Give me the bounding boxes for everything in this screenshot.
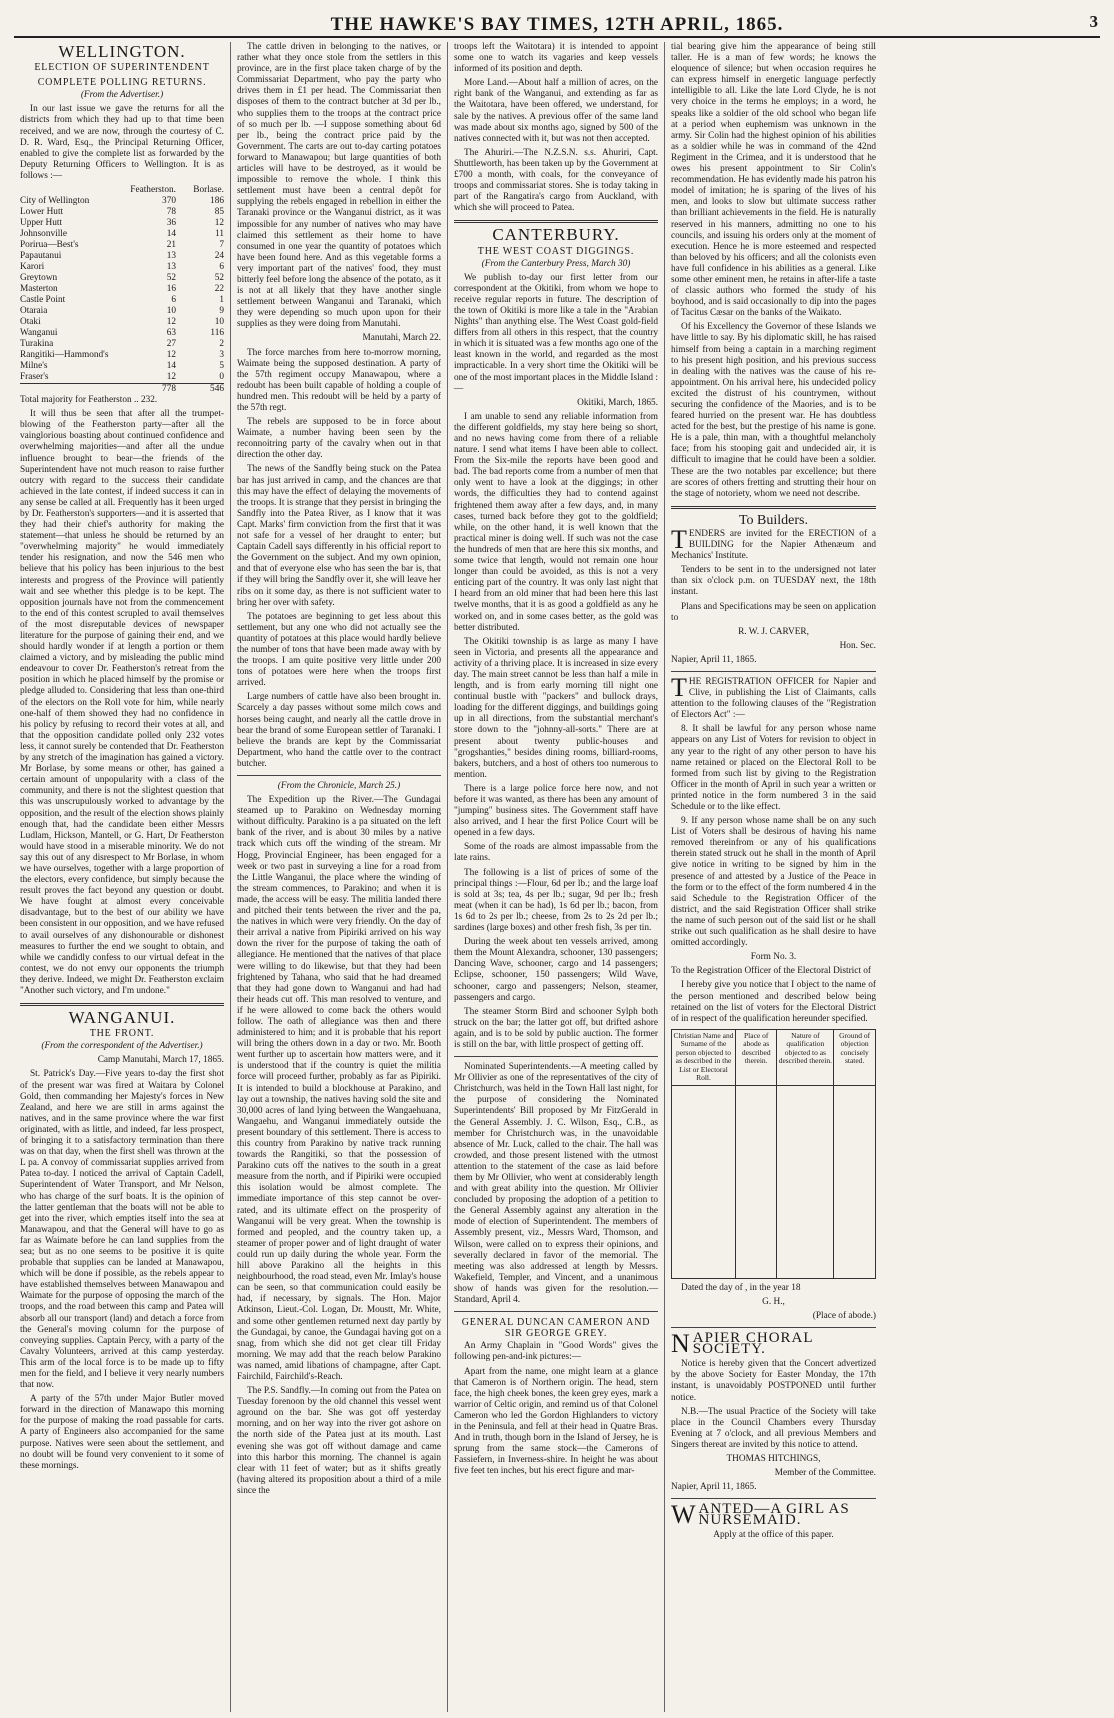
form-paragraph: I hereby give you notice that I object to the name of the person mentioned and described below being retained on the list of voters for the Electoral District of in respect of the qualification hereunder specified. [671,980,876,1024]
ad-paragraph: 9. If any person whose name shall be on any such List of Voters shall be desirous of having his name removed thereinfrom or any of his qualifications therein stated struck out he shall in the month of April give notice in writing to be signed by him in the presence of and attested by a Justice of the Peace in the form or to the effect of the form numbered 4 in the said Schedule to the Registration Officer of the district, and the said Registration Officer shall strike the name of such person out of the said list or he shall strike out such qualification as he shall desire to have omitted accordingly. [671,816,876,949]
article-paragraph: We publish to-day our first letter from our correspondent at the Okitiki, from whom we hope to receive regular reports in future. The description of the town of Okitiki is more like a tale in the "Arabian Nights" than anything else. The West Coast gold-field differs from all others in this respect, that the country in which it is situated was a few months ago one of the least known in the world, and regarded as the most impracticable. In a very short time the Okitiki will be one of the most important places in the Middle Island :— [454,272,658,394]
form-cell [834,1085,876,1278]
table-cell: 6 [219,262,224,273]
table-row [20,328,224,339]
table-cell: 14 [166,229,176,240]
drop-cap: N [671,1329,691,1359]
article-paragraph: The Okitiki township is as large as many I have seen in Victoria, and presents all the appearance and activity of a thriving place. It is increased in size every day. The main street cannot be less than half a mile in length, and is from early morning till night one continual bustle with "packers" and bullock drays, loading for the different diggings, and buildings going up in all directions, from the substantial merchant's store down to the "johnny-all-sorts." There are at present about twenty public-houses and "grogshanties," besides dining rooms, billiard-rooms, bakers, butchers, and a host of others too numerous to mention. [454,636,658,780]
table-cell: 13 [166,262,176,273]
table-cell: Johnsonville [20,229,68,240]
divider [671,1498,876,1499]
divider [237,775,441,776]
column-4 [665,42,882,1712]
table-cell: 370 [162,196,176,207]
article-paragraph: The rebels are supposed to be in force about Waimate, a number having been seen by the reconnoitring party of the cavalry when out in that direction the other day. [237,417,441,461]
article-subheading-polling: COMPLETE POLLING RETURNS. [37,77,207,89]
table-row [20,262,224,273]
article-paragraph: Apart from the name, one might learn at a glance that Cameron is of Northern origin. The head, stern face, the high cheek bones, the keen grey eyes, mark a warrior of Celtic origin, and remind us of that Colonel Cameron who led the Gordon Highlanders to victory in the Peninsula, and fell at their head in Quatre Bras. And in truth, though born in the Island of Jersey, he is sprung from the same stock—the Camerons of Fassiefern, in Inverness-shire. In height he was about five feet ten inches, but his erect figure and mar- [454,1366,658,1477]
divider [454,1311,658,1312]
table-row [20,218,224,229]
table-row [20,273,224,284]
table-row [20,361,224,372]
article-paragraph: A party of the 57th under Major Butler moved forward in the direction of Manawapo this morning for the purpose of making the road passable for carts. A party of Engineers also accompanied for the same purpose. Natives were seen about the settlement, and no doubt will be found very convenient to it some of these mornings. [20,1394,224,1471]
table-total-row [20,384,224,396]
table-cell: 21 [166,240,176,251]
ad-body: ENDERS are invited for the ERECTION of a BUILDING for the Napier Athenæum and Mechanics' Institute. [671,528,876,562]
column-1 [14,42,231,1712]
article-paragraph: Large numbers of cattle have also been brought in. Scarcely a day passes without some milch cows and horses being caught, and nearly all the cattle drove in bear the brand of some European settler of Taranaki. I believe the brands are kept by the Commissariat Department, who hand the cattle over to the contract butcher. [237,692,441,769]
table-row [20,196,224,207]
ad-paragraph: N.B.—The usual Practice of the Society will take place in the Council Chambers every Thursday Evening at 7 o'clock, and all previous Members and Singers thereat are invited by this notice to attend. [671,1406,876,1450]
table-cell: Papautanui [20,251,62,262]
article-source: (From the Chronicle, March 25.) [277,781,401,791]
article-dateline: Okitiki, March, 1865. [577,397,658,408]
ad-title: APIER CHORAL SOCIETY. [692,1330,813,1358]
article-paragraph: The potatoes are beginning to get less about this settlement, but any one who did not actually see the quantity of potatoes at this place would hardly believe the number of tons that have been made away with by the troops. I am quite positive very little under 200 tons of potatoes were here when the troops first arrived. [237,611,441,689]
table-cell: 11 [215,229,224,240]
ad-role: Member of the Committee. [774,1468,876,1479]
article-paragraph: Nominated Superintendents.—A meeting called by Mr Ollivier as one of the representatives of the city of Christchurch, was held in the Town Hall last night, for the purpose of considering the Nominated Superintendents' Bill proposed by Mr FitzGerald in the General Assembly. J. C. Wilson, Esq., C.B., as member for Christchurch was, in the unavoidable absence of Mr. Luck, called to the chair. The hall was crowded, and those present listened with the utmost attention to the statement of the case as laid before them by Mr Ollivier, who went at considerably length and with great ability into the question. Mr Ollivier concluded by proposing the adoption of a petition to the General Assembly against any alteration in the mode of election of Superintendent. The members of Assembly present, viz., Messrs Ward, Thomson, and Wilson, were called on to express their opinions, and severally declared in favor of the memorial. The meeting was also addressed at length by Messrs. Wakefield, Templer, and Vincent, and a unanimous show of hands was given for the resolution.—Standard, April 4. [454,1062,658,1306]
article-intro: In our last issue we gave the returns for all the districts from which they had up to that time been received, and we are now, through the courtesy of C. D. R. Ward, Esq., the Principal Returning Officer, enabled to give the complete list as forwarded by the Deputy Returning Officers to Wellington. It is as follows :— [20,104,224,181]
article-paragraph: During the week about ten vessels arrived, among them the Mount Alexandra, schooner, 130 passengers; Dancing Wave, schooner, cargo and 14 passengers; Eclipse, schooner, 150 passengers; Wild Wave, schooner, cargo and passengers; Nelson, steamer, passengers and cargo. [454,937,658,1003]
drop-cap: T [671,524,687,554]
article-paragraph: I am unable to send any reliable information from the different goldfields, my stay here being so short, and no news having come from there of a reliable nature. I send what items I have been able to collect. From the Six-mile the reports have been good and bad. The bad reports come from a number of men that only went to have a look at the diggings; in other words, the difficulties they had to contend against frightened them away after a few days, and, in many cases, turned back before they got to the goldfield; while, on the other hand, it is well known that the practical miner is doing well. If such was not the case the hundreds of men that are here this six months, and some twice that length, would not remain one hour longer than could be avoided, as this is not a very enticing part of the country. It was only last night that I heard from an old miner that had been here this last twelve months, that it is as good a goldfield as any he worked on, and in some cases better, as the gold was better distributed. [454,411,658,633]
article-paragraph: The Expedition up the River.—The Gundagai steamed up to Parakino on Wednesday morning without difficulty. Parakino is a pa situated on the left bank of the river, and is about 30 miles by a native track which cuts off the winding of the stream. Mr Hogg, Provincial Engineer, has been engaged for a week or two past in surveying a line for a road from the Little Wanganui, the place where the winding of the stream commences, to Parakino; and when it is made, the access will be easy. The militia landed there and pitched their tents between the river and the pa, the natives in which were very friendly. On the day of their arrival a native from Pipiriki arrived on his way down the river for the purpose of taking the oath of allegiance. He mentioned that the natives of that place were willing to do likewise, but that they had been frightened by Tahana, who said that he had dreamed that they had gone down to Wanganui and had had their heads cut off. This man resolved to venture, and if he were allowed to come back the others would follow. The oath of allegiance was then and there administered to him; and it is probable that his report will bring the others down in a day or two. Mr. Booth went further up to ascertain how matters were, and it is understood that if the country is quiet the militia force will proceed further, probably as far as Pipiriki. It is intended to build a blockhouse at Parakino, and lay out a township, the natives having sold the site and 30,000 acres of land lying between the Wangaehuana, Wangaehu, and Wanganui immediately outside the present boundary of this settlement. There is access to this country from Parakino by native track running towards the Rangitiki, so that the possession of Parakino cuts off the natives to the south in a great measure from the north, and if Pipiriki were occupied this isolation would be almost complete. The immediate importance of this step cannot be over-rated, and its ultimate effect on the prosperity of Wanganui will be very great. When the township is formed and peopled, and the country taken up, a steamer of proper power and of light draught of water could run up daily during the whole year. Form the hill above Parakino all the heights in this neighbourhood, the road stead, even Mr. Imlay's house can be seen, so that communication could easily be had, if necessary, by signals. The Hon. Major Atkinson, Lieut.-Col. Logan, Dr. Moustt, Mr. White, and some other gentlemen returned next day partly by the Gundagai, by canoe, the Gundagai having got on a snag, from which she did not get clear till Friday morning. We may add that the reach below Parakino was named, amid libations of champagne, after Capt. Fairchild, Fairchild's-Reach. [237,795,441,1382]
ad-choral-society [671,1329,876,1493]
article-paragraph: St. Patrick's Day.—Five years to-day the first shot of the present war was fired at Waitara by Colonel Gold, then commanding her Majesty's forces in New Zealand, and here we are still in arms against the natives, and in the same province where the war first originated, with as little, and indeed, far less prospect, of bringing it to a satisfactory termination than there was on that day, when the first shell was thrown at the L pa. A convoy of commissariat supplies arrived from Patea to-day. I noticed the arrival of Captain Cadell, Superintendent of Water Transport, and Mr Nelson, who has charge of the surf boats. It is the opinion of the latter gentleman that the boats will not be able to get into the river, which empties itself into the sea at Manawapou, and that the General will have to go as far as Waimate before he can land supplies from the sea; but as no one seems to be positive it is quite probable that supplies can be landed at Manawapou, which will be done if possible, as the rebels appear to have established themselves between Manawapou and Waimate for the purpose of opposing the march of the troops, and the road between this camp and Patea will absorb all our transport (land) and detach a force from the General's moving column for the purpose of conveying supplies. Captain Percy, with a party of the Cavalry Volunteers, arrived at this camp yesterday. This arm of the local force is to be made up to fifty men for the field, and I believe it very nearly numbers that now. [20,1069,224,1391]
article-paragraph: An Army Chaplain in "Good Words" gives the following pen-and-ink pictures:— [454,1341,658,1363]
table-cell: 13 [166,251,176,262]
ad-signature: THOMAS HITCHINGS, [726,1454,821,1464]
table-cell: 2 [219,339,224,350]
table-row [20,284,224,295]
table-row [20,207,224,218]
table-cell: 546 [176,384,224,396]
ad-paragraph: Notice is hereby given that the Concert advertized by the above Society for Easter Monday, the 17th instant, is unavoidably POSTPONED until further notice. [671,1359,876,1403]
article-dateline: Camp Manutahi, March 17, 1865. [97,1055,224,1066]
article-heading-diggings: THE WEST COAST DIGGINGS. [477,245,635,257]
table-row [20,339,224,350]
table-cell: Milne's [20,361,48,372]
table-cell: 7 [219,240,224,251]
page-number: 3 [1089,12,1098,31]
ad-date: Napier, April 11, 1865. [671,654,757,665]
divider [454,1056,658,1057]
form-signature: G. H., [762,1296,785,1307]
newspaper-title: THE HAWKE'S BAY TIMES, 12TH APRIL, 1865. [330,14,784,35]
article-paragraph: The following is a list of prices of some of the principal things :—Flour, 6d per lb.; and the large loaf is sold at 3s; tea, 4s per lb.; sugar, 9d per lb.; fresh meat (when it can be had), 1s 6d per lb.; bacon, from 1s 6d to 2s per lb.; cheese, from 2s to 2s 2d per lb.; sardines (large boxes) and other fresh fish, 3s per tin. [454,867,658,934]
table-cell: Castle Point [20,295,66,306]
table-row [20,306,224,317]
table-cell: 27 [166,339,176,350]
ad-nursemaid [671,1500,876,1541]
divider [454,220,658,223]
table-cell: 1 [219,295,224,306]
table-cell: 12 [166,350,176,361]
table-header-cell: Featherston. [130,185,176,196]
table-cell: 78 [166,207,176,218]
ad-title: To Builders. [738,512,808,528]
region-heading-wanganui: WANGANUI. [68,1008,176,1028]
ad-registration [671,672,876,1322]
drop-cap: W [671,1500,697,1530]
majority-line: Total majority for Featherston .. 232. [20,395,158,406]
table-row [20,251,224,262]
table-cell: Lower Hutt [20,207,64,218]
table-cell [20,384,118,396]
article-paragraph: troops left the Waitotara) it is intended to appoint some one to watch its vagaries and keep vessels informed of its position and depth. [454,42,658,75]
table-cell: 36 [166,218,176,229]
ad-date: Napier, April 11, 1865. [671,1482,757,1493]
article-dateline: Manutahi, March 22. [362,333,441,344]
table-row [20,240,224,251]
divider [20,1003,224,1006]
article-source: (From the Canterbury Press, March 30) [481,258,631,269]
ad-role: Hon. Sec. [839,640,876,651]
ad-paragraph: 8. It shall be lawful for any person whose name appears on any List of Voters for revision to object in any year to the right of any other person to have his name retained or placed on the Electoral Roll to be formed from such list by giving to the Registration Officer in the month of April in such year a written or printed notice in the form numbered 3 in the said Schedule or to the like effect. [671,724,876,812]
article-paragraph: Of his Excellency the Governor of these Islands we have little to say. By his diplomatic skill, he has raised himself from being a captain in a marching regiment to his present high position, and his previous success in dealing with the natives was the cause of his re-appointment. On his arrival here, his undecided policy excited the distrust of his countrymen, without securing the confidence of the Maories, and is to be feared hurried on the present war. He has doubtless acted for the best, but the prestige of his name is gone. He is a pale, thin man, with a thoughtful melancholy face; from his stooping gait and undecided air, it is difficult to imagine that he could have been a soldier. These are the two notables par excellence; but there are scores of others fretting and strutting their hour on the stage of notoriety, whom we need not describe. [671,322,876,499]
article-paragraph: The news of the Sandfly being stuck on the Patea bar has just arrived in camp, and the chances are that this may have the effect of delaying the movements of the troops. It is strange that they persist in bringing the Sandfly into the Patea River, as I know that it was Capt. Marks' firm conviction from the first that it was not safe for a vessel of her draught to enter; but Captain Cadell says differently in his official report to the Government on the subject. And my own opinion, and that of everyone else who has seen the bar is, that if they will bring the Sandfly over it, she will leave her ribs on it some day, as there is not sufficient water to bring her over with safety. [237,464,441,608]
ad-paragraph: Plans and Specifications may be seen on application to [671,601,876,623]
table-cell: Karori [20,262,45,273]
table-cell: Otaki [20,317,41,328]
table-cell: 63 [166,328,176,339]
article-heading-cameron: GENERAL DUNCAN CAMERON AND SIR GEORGE GREY. [461,1317,651,1340]
article-paragraph: The steamer Storm Bird and schooner Sylph both struck on the bar; the latter got off, but drifted ashore again, and is to be sold by public auction. The former is still on the bar, with little prospect of getting off. [454,1006,658,1050]
form-cell [735,1085,776,1278]
divider [671,506,876,509]
drop-cap: T [671,672,687,702]
form-cell [672,1085,736,1278]
table-cell: 12 [214,218,224,229]
table-cell: 12 [166,317,176,328]
region-heading-wellington: WELLINGTON. [58,42,186,61]
column-3 [448,42,665,1712]
form-abode: (Place of abode.) [812,1310,876,1321]
table-row [20,229,224,240]
ad-body: HE REGISTRATION OFFICER for Napier and Clive, in publishing the List of Claimants, calls attention to the following clauses of the "Registration of Electors Act" :— [671,676,876,721]
table-cell: 12 [166,372,176,383]
article-heading-front: THE FRONT. [89,1028,155,1040]
article-paragraph: The force marches from here to-morrow morning, Waimate being the supposed destination. A party of the 57th regiment occupy Manawapou, where a redoubt has been built capable of holding a couple of hundred men. This redoubt will be held by a party of the 57th regt. [237,347,441,413]
table-cell: 186 [210,196,224,207]
form-title: Form No. 3. [750,952,797,963]
table-cell: Fraser's [20,372,49,383]
table-cell: Upper Hutt [20,218,63,229]
article-paragraph: Some of the roads are almost impassable from the late rains. [454,842,658,864]
article-paragraph: It will thus be seen that after all the trumpet-blowing of the Featherston party—after all the vainglorious boasting about continued confidence and overwhelming majorities—and after all the undue influence brought to bear—the friends of the Superintendent have not much reason to raise further outcry with regard to the success their candidate achieved in the late contest, if indeed success it can in any sense be called at all. Frequently has it been urged by Dr. Featherston's supporters—and it is asserted that they had their chief's authority for making the statement—that unless he should be returned by an "overwhelming majority" he would immediately tender his resignation, and now the 546 men who believe that his policy has been injurious to the best interests and progress of the Province will patiently wait and see whether this pledge is to be kept. The opposition journals have not from the commencement to the end of this contest scrupled to avail themselves of the most disreputable devices of newspaper literature for the purpose of gaining their end, and we should hardly wonder if at length a portion or them claimed a victory, and by misleading the public mind endeavour to cover Dr. Featherston's retreat from the position in which he placed himself by the promise or pledge alluded to. Considering that less than one-third of the electors on the Roll vote for him, while nearly one-half of them showed they had no confidence in his policy by refusing to record their votes at all, and that the opposition candidate polled only 232 votes less, it cannot surely be contended that Dr. Featherston by any stretch of the imagination has gained a victory. Mr Borlase, by some means or other, has gained a certain amount of unpopularity with a class of the community, and there is not the slightest question that this was unscrupulously worked to advantage by the opposition, and the result of the election shows plainly enough that, had the candidate been either Messrs Ludlam, Hickson, Mantell, or G. Hart, Dr Featherston would have stood in a miserable minority. We do not say this out of any disrespect to Mr Borlase, in whom we have ourselves, together with a large proportion of the electors, every confidence, but simply because the result proves the fact beyond any question or doubt. We have fought at almost every conceivable disadvantage, but to the best of our ability we have been consistent in our opposition, and we have refused to avail ourselves of any dishonourable or dishonest measures to further the end we sought to obtain, and while we candidly confess to our virtual defeat in the contest, we do not envy our opponents the triumph they derive. Indeed, we might Dr. Featherston exclaim "Another such victory, and I'm undone." [20,409,224,996]
table-cell: 3 [219,350,224,361]
form-paragraph: To the Registration Officer of the Electoral District of [671,966,872,977]
article-paragraph: tial bearing give him the appearance of being still taller. He is a man of few words; he knows the eloquence of silence; but when occasion requires he can express himself in energetic language perfectly intelligible to all. Like the late Lord Clyde, he is not very choice in the terms he employs; in a word, he speaks like a soldier of the old school who began life at a period when euphemism was unknown in the army. Sir Colin had the highest opinion of his abilities as a soldier while he was in command of the 42nd Regiment in the Crimea, and it is understood that he owes his present appointment to Sir Colin's recommendation. He has evidently made his patron his model of imitation; he is sparing of the lives of his men, and looks to slow but ultimate success rather than brilliant achievements in the field. He is naturally reserved in his manners, admitting no one to his councils, and issuing his orders only at the moment of execution. Hence he is more esteemed and respected than beloved by his officers; and all the colonists even have full confidence in his abilities as a general. Like some other eminent men, he retains in after-life a taste of classic authors who formed the study of his boyhood, and is said occasionally to dip into the pages of Tacitus Cæsar on the banks of the Waikato. [671,42,876,319]
polling-table [20,185,224,395]
table-cell: 116 [210,328,224,339]
table-header-cell [20,185,118,196]
form-column-header: Place of abode as described therein. [735,1029,776,1085]
form-column-header: Christian Name and Surname of the person objected to as described in the List or Electoral Roll. [672,1029,736,1085]
form-dated: Dated the day of , in the year 18 [681,1282,801,1293]
table-row [20,350,224,361]
form-column-header: Nature of qualification objected to as described therein. [777,1029,834,1085]
table-cell: Porirua—Best's [20,240,79,251]
article-paragraph: There is a large police force here now, and not before it was wanted, as there has been any amount of "jumping" business sites. The Government staff have also arrived, and I hear the first Police Court will be opened in a few days. [454,783,658,839]
masthead [14,6,1100,38]
article-source: (From the correspondent of the Advertiser.) [41,1041,203,1052]
divider [671,671,876,672]
form-column-header: Ground of objection concisely stated. [834,1029,876,1085]
columns [14,42,1100,1712]
ad-title: ANTED—A GIRL AS NURSEMAID. [698,1501,850,1529]
table-cell: 85 [214,207,224,218]
registration-form-table [671,1029,876,1279]
table-cell: 6 [171,295,176,306]
table-cell: 778 [118,384,176,396]
table-cell: City of Wellington [20,196,90,207]
table-header-cell: Borlase. [193,185,224,196]
table-cell: 5 [219,361,224,372]
table-cell: Greytown [20,273,58,284]
ad-to-builders [671,512,876,666]
table-cell: Masterton [20,284,58,295]
table-cell: 22 [214,284,224,295]
table-cell: 52 [166,273,176,284]
ad-signature: R. W. J. CARVER, [738,626,809,637]
table-row [20,295,224,306]
ad-body: Apply at the office of this paper. [713,1530,834,1541]
article-paragraph: The P.S. Sandfly.—In coming out from the Patea on Tuesday forenoon by the old channel this vessel went aground on the bar. She was got off yesterday morning, and on her way into the river got ashore on the north side of the Patea just at its mouth. Last evening she was got off without damage and came into this harbor this morning. The channel is again clear with 11 feet of water; but as it shifts greatly (having altered its proposition about a third of a mile since the [237,1386,441,1496]
table-cell: Otaraia [20,306,48,317]
table-cell: 52 [214,273,224,284]
article-paragraph: The Ahuriri.—The N.Z.S.N. s.s. Ahuriri, Capt. Shuttleworth, has been taken up by the Government at £700 a month, with coals, for the conveyance of troops and commissariat stores. She is today taking in part of the Rangatira's cargo from Auckland, with which she will proceed to Patea. [454,147,658,214]
divider [671,1327,876,1328]
column-2 [231,42,448,1712]
table-cell: 0 [219,372,224,383]
table-cell: 10 [166,306,176,317]
table-cell: 10 [214,317,224,328]
table-cell: 16 [166,284,176,295]
article-paragraph: More Land.—About half a million of acres, on the right bank of the Wanganui, and extending as far as the Waitotara, have been offered, we understand, for sale by the natives. A previous offer of the same land was made about six months ago, signed by 500 of the natives connected with it, but was not then accepted. [454,78,658,144]
article-heading-election: ELECTION OF SUPERINTENDENT [34,62,210,74]
article-source: (From the Advertiser.) [80,90,164,101]
article-paragraph: The cattle driven in belonging to the natives, or rather what they once stole from the settlers in this province, are in the first place taken charge of by the Commissariat Department, who pay the party who drives them in £1 per head. The Commissariat then disposes of them to the contract butcher at 3d per lb., who supplies them to the troops at the contract price of so much per lb. —I suppose something about 6d per lb., being the contract price paid by the Government. The carts are out to-day carting potatoes forward to Manawapou; but large quantities of both articles will have to be destroyed, as it would be impossible to remove the whole. I think this settlement must have been a central depôt for supplying the rebels engaged in rebellion in either the Taranaki province or the Wanganui district, as it was impossible for any number of natives who may have claimed this settlement as their home to have consumed in one year the quantity of potatoes which have been found here. And as this vegetable forms a very important part of the natives' food, they must bitterly feel before long the absence of the potato, as it is not at all likely that they have another single settlement between Wanganui and Taranaki, which they were depending so much upon upon for their supplies as they were doing from Manutahi. [237,42,441,330]
table-cell: 14 [166,361,176,372]
form-cell [777,1085,834,1278]
region-heading-canterbury: CANTERBURY. [492,225,620,245]
table-row [20,317,224,328]
table-cell: Turakina [20,339,54,350]
table-cell: Wanganui [20,328,58,339]
table-row [20,372,224,384]
polling-table-header [20,185,224,196]
table-cell: Rangitiki—Hammond's [20,350,109,361]
table-cell: 9 [219,306,224,317]
ad-paragraph: Tenders to be sent in to the undersigned not later than six o'clock p.m. on TUESDAY next, the 18th instant. [671,565,876,598]
table-cell: 24 [214,251,224,262]
